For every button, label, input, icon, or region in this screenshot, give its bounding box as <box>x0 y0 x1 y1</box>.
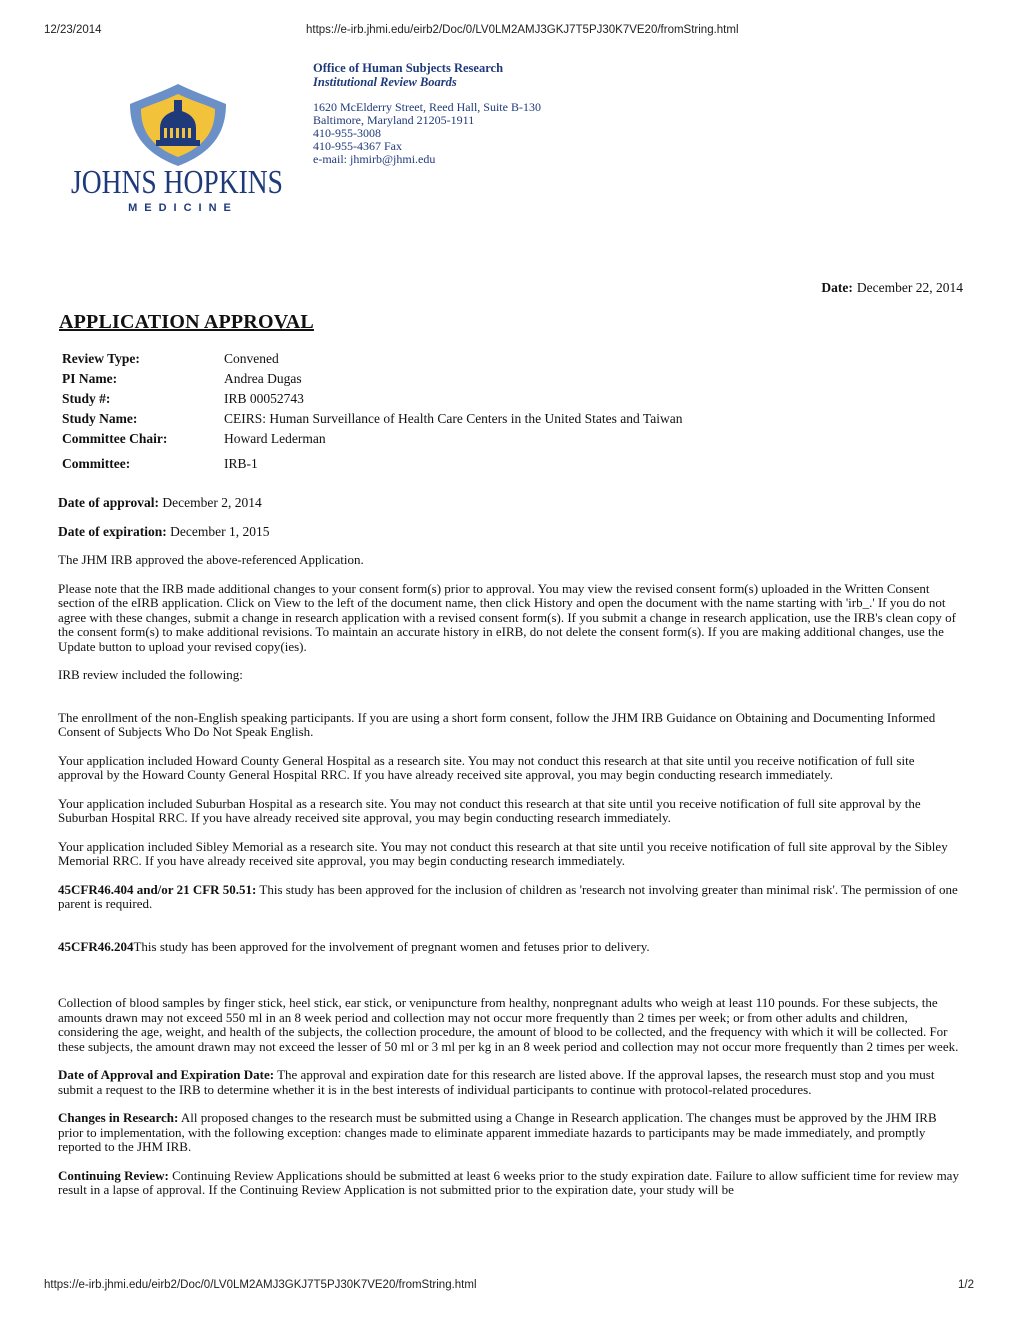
info-value: Convened <box>224 351 279 366</box>
info-value: IRB-1 <box>224 456 258 471</box>
office-title: Office of Human Subjects Research <box>313 61 504 75</box>
site-note: Your application included Howard County General Hospital as a research site. You may not conduct this research at that site until you receive notification of full site approval by the Howard County General Hospital RRC. If you have already received site approval, you may begin conducting research immediately. <box>58 752 915 782</box>
johns-hopkins-logo <box>72 82 290 214</box>
info-label: Committee: <box>62 456 131 471</box>
date-label: Date: <box>821 280 853 295</box>
site-note: Your application included Sibley Memorial as a research site. You may not conduct this research at that site until you receive notification of full site approval by the Sibley Memorial RRC. If you have already received site approval, you may begin conducting research immediately. <box>58 838 948 868</box>
info-value: Andrea Dugas <box>224 371 302 386</box>
info-label: Review Type: <box>62 351 140 366</box>
continuing-review-section: Continuing Review: Continuing Review Applications should be submitted at least 6 weeks prior to the study expiration date. Failure to allow sufficient time for review may result in a lapse of approval. If the Continuing Review Application is not submitted prior to the expiration date, your study will be <box>58 1167 959 1197</box>
changes-section: Changes in Research: All proposed changes to the research must be submitted using a Change in Research application. The changes must be approved by the JHM IRB prior to implementation, with the following exception: changes made to eliminate apparent immediate hazards to participants may be made immediately, and promptly reported to the JHM IRB. <box>58 1110 937 1154</box>
expiration-date: Date of expiration: December 1, 2015 <box>58 523 270 539</box>
blood-collection-note: Collection of blood samples by finger stick, heel stick, ear stick, or venipuncture from healthy, nonpregnant adults who weigh at least 110 pounds. For these subjects, the amounts drawn may not exceed 550 ml in an 8 week period and collection may not occur more frequently than 2 times per week; or from other adults and children, considering the age, weight, and health of the subjects, the collection procedure, the amount of blood to be collected, and the frequency with which it will be collected. For these subjects, the amount drawn may not exceed the lesser of 50 ml or 3 ml per kg in an 8 week period and collection may not occur more frequently than 2 times per week. <box>58 995 959 1054</box>
letter-body <box>58 496 962 1198</box>
print-url: https://e-irb.jhmi.edu/eirb2/Doc/0/LV0LM2AMJ3GKJ7T5PJ30K7VE20/fromString.html <box>306 24 739 36</box>
office-block <box>313 62 541 166</box>
page-number: 1/2 <box>958 1279 974 1291</box>
info-label: PI Name: <box>62 371 118 386</box>
footer-url: https://e-irb.jhmi.edu/eirb2/Doc/0/LV0LM2AMJ3GKJ7T5PJ30K7VE20/fromString.html <box>44 1279 477 1291</box>
approval-expiration-section: Date of Approval and Expiration Date: The approval and expiration date for this research are listed above. If the approval lapses, the research must stop and you must submit a request to the IRB to determine whether it is in the best interests of individual participants to continue with protocol-related procedures. <box>58 1067 935 1097</box>
consent-note: Please note that the IRB made additional changes to your consent form(s) prior to approval. You may view the revised consent form(s) uploaded in the Written Consent section of the eIRB application. Click on View to the left of the document name, then click History and open the document with the name starting with 'irb_.' If you do not agree with these changes, submit a change in research application with a revised consent form(s). If you submit a change in research application, use the IRB's clean copy of the consent form(s) to make additional revisions. To maintain an accurate history in eIRB, do not delete the consent form(s). If you are making additional changes, use the Update button to upload your revised copy(ies). <box>58 580 956 654</box>
review-included: IRB review included the following: <box>58 667 243 682</box>
info-row <box>62 451 682 481</box>
logo-name: JOHNS HOPKINS <box>71 164 283 201</box>
info-row <box>62 431 682 451</box>
letter-date <box>821 280 963 296</box>
office-subtitle: Institutional Review Boards <box>313 74 457 89</box>
info-value: Howard Lederman <box>224 431 326 446</box>
info-label: Study Name: <box>62 411 138 426</box>
info-label: Study #: <box>62 391 111 406</box>
office-email[interactable]: e-mail: jhmirb@jhmi.edu <box>313 152 436 166</box>
office-address-2: Baltimore, Maryland 21205-1911 <box>313 113 475 127</box>
info-value: IRB 00052743 <box>224 391 304 406</box>
info-row <box>62 371 682 391</box>
office-phone: 410-955-3008 <box>313 126 381 140</box>
office-address-1: 1620 McElderry Street, Reed Hall, Suite B-130 <box>313 100 541 114</box>
info-row <box>62 411 682 431</box>
info-row <box>62 351 682 371</box>
logo-sub: MEDICINE <box>128 202 238 214</box>
cfr-204-note: 45CFR46.204This study has been approved for the involvement of pregnant women and fetuses prior to delivery. <box>58 938 650 954</box>
page-title: APPLICATION APPROVAL <box>59 311 314 333</box>
site-note: Your application included Suburban Hospital as a research site. You may not conduct this research at that site until you receive notification of full site approval by the Suburban Hospital RRC. If you have already received site approval, you may begin conducting research immediately. <box>58 795 921 825</box>
info-value: CEIRS: Human Surveillance of Health Care Centers in the United States and Taiwan <box>224 411 683 426</box>
info-label: Committee Chair: <box>62 431 168 446</box>
enrollment-note: The enrollment of the non-English speaking participants. If you are using a short form consent, follow the JHM IRB Guidance on Obtaining and Documenting Informed Consent of Subjects Who Do Not Speak English. <box>58 709 936 739</box>
approved-statement: The JHM IRB approved the above-referenced Application. <box>58 552 364 567</box>
print-date: 12/23/2014 <box>44 24 102 36</box>
info-row <box>62 391 682 411</box>
cfr-404-note: 45CFR46.404 and/or 21 CFR 50.51: This study has been approved for the inclusion of children as 'research not involving greater than minimal risk'. The permission of one parent is required. <box>58 881 958 911</box>
date-value: December 22, 2014 <box>856 280 963 295</box>
approval-date: Date of approval: December 2, 2014 <box>58 495 262 510</box>
office-fax: 410-955-4367 Fax <box>313 139 402 153</box>
study-info-table <box>62 351 682 481</box>
